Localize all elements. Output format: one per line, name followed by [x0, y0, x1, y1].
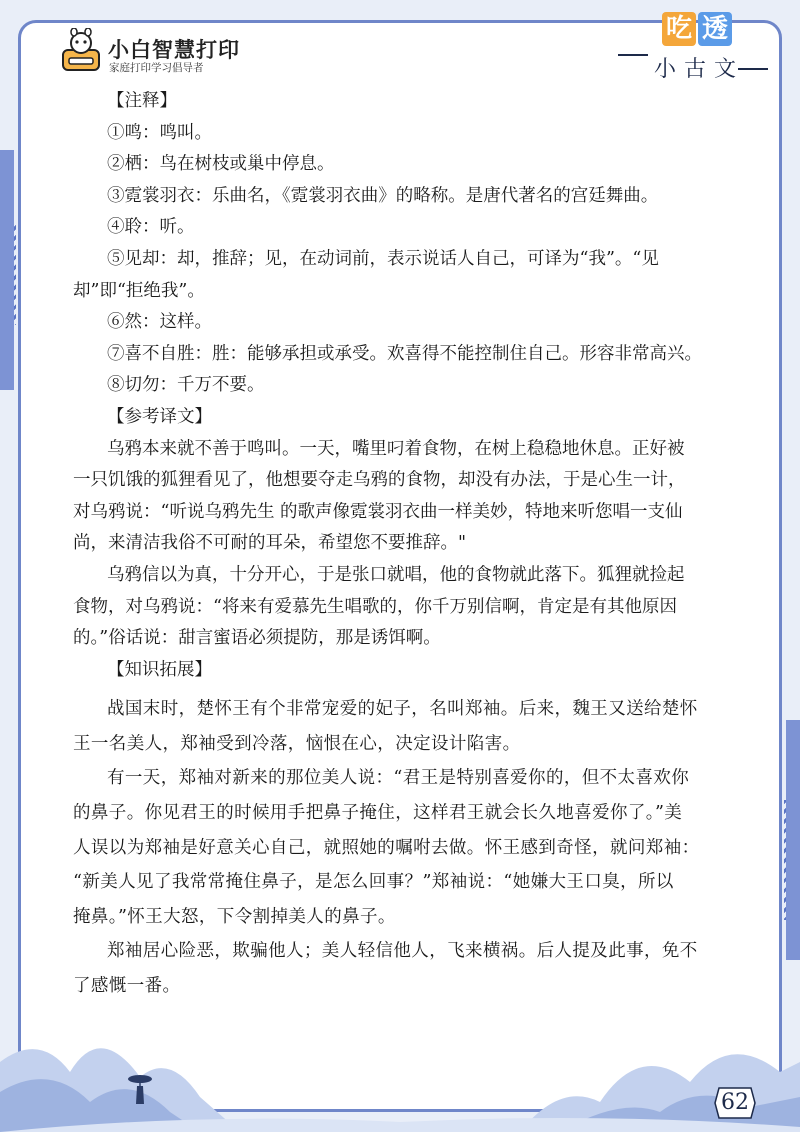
knowledge-line: 了感慨一番。 [73, 976, 181, 997]
mountain-landscape-illustration [0, 1002, 800, 1132]
translation-line: 乌鸦本来就不善于鸣叫。一天，嘴里叼着食物，在树上稳稳地休息。正好被 [107, 438, 685, 459]
translation-line: 对乌鸦说：“听说乌鸦先生 的歌声像霓裳羽衣曲一样美妙，特地来听您唱一支仙 [73, 501, 683, 522]
brand-badge [600, 10, 770, 80]
annotation-item: ⑤见却：却，推辞；见，在动词前，表示说话人自己，可译为“我”。“见 [107, 248, 659, 269]
brand-char-1: 吃 [662, 12, 696, 46]
knowledge-line: 王一名美人，郑袖受到冷落，恼恨在心，决定设计陷害。 [73, 733, 521, 754]
annotation-item: ④聆：听。 [107, 217, 195, 238]
knowledge-body [73, 692, 741, 1003]
translation-line: 食物，对乌鸦说：“将来有爱慕先生唱歌的，你千万别信啊，肯定是有其他原因 [73, 596, 677, 617]
right-frame-bar [786, 720, 800, 960]
logo [60, 28, 240, 78]
logo-subtitle: 家庭打印学习倡导者 [109, 62, 204, 74]
knowledge-line: “新美人见了我常常掩住鼻子，是怎么回事？”郑袖说：“她嫌大王口臭，所以 [73, 872, 674, 893]
left-frame-bar [0, 150, 14, 390]
main-content [73, 86, 741, 1004]
translation-line: 的。”俗话说：甜言蜜语必须提防，那是诱饵啊。 [73, 628, 441, 649]
annotation-item: ①鸣：鸣叫。 [107, 122, 212, 143]
knowledge-line: 人误以为郑袖是好意关心自己，就照她的嘱咐去做。怀王感到奇怪，就问郑袖： [73, 837, 700, 858]
knowledge-line: 的鼻子。你见君王的时候用手把鼻子掩住，这样君王就会长久地喜爱你了。”美 [73, 803, 683, 824]
page-number: 62 [721, 1090, 749, 1115]
knowledge-line: 郑袖居心险恶，欺骗他人；美人轻信他人，飞来横祸。后人提及此事，免不 [107, 941, 698, 962]
annotation-item: ⑥然：这样。 [107, 312, 212, 333]
annotations-heading: 【注释】 [107, 91, 177, 111]
translation-line: 乌鸦信以为真，十分开心，于是张口就唱，他的食物就此落下。狐狸就捡起 [107, 564, 685, 585]
brand-deco-line-left [618, 54, 648, 56]
brand-char-2: 透 [698, 12, 732, 46]
annotation-item: ⑧切勿：千万不要。 [107, 375, 265, 396]
annotation-item: ②栖：鸟在树枝或巢中停息。 [107, 154, 335, 175]
printer-mascot-icon [60, 28, 102, 74]
knowledge-line: 战国末时，楚怀王有个非常宠爱的妃子，名叫郑袖。后来，魏王又送给楚怀 [107, 699, 698, 720]
translation-heading: 【参考译文】 [107, 406, 212, 427]
translation-line: 尚，来清洁我俗不可耐的耳朵，希望您不要推辞。" [73, 533, 467, 554]
annotation-item: ⑦喜不自胜：胜：能够承担或承受。欢喜得不能控制住自己。形容非常高兴。 [107, 343, 702, 364]
annotation-item: ③霓裳羽衣：乐曲名，《霓裳羽衣曲》的略称。是唐代著名的宫廷舞曲。 [107, 185, 659, 206]
knowledge-line: 有一天，郑袖对新来的那位美人说：“君王是特别喜爱你的，但不太喜欢你 [107, 768, 690, 789]
logo-title: 小白智慧打印 [108, 38, 240, 62]
knowledge-heading: 【知识拓展】 [107, 659, 212, 680]
translation-line: 一只饥饿的狐狸看见了，他想要夺走乌鸦的食物，却没有办法，于是心生一计， [73, 470, 686, 491]
knowledge-line: 掩鼻。”怀王大怒，下令割掉美人的鼻子。 [73, 906, 396, 927]
brand-subtitle: 小古文 [654, 57, 745, 82]
annotation-item-continued: 却”即“拒绝我”。 [73, 280, 205, 301]
